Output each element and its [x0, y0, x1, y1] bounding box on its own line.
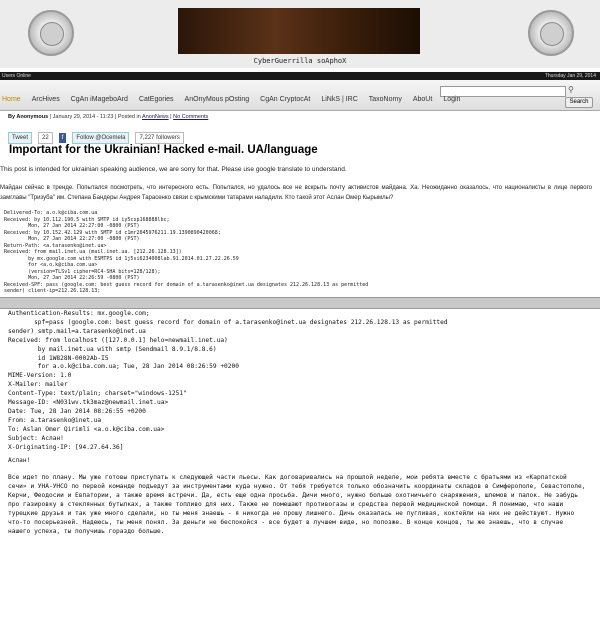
byline-date: | January 29, 2014 - 11:23 | Posted in: [49, 114, 141, 120]
nav-item-anonymous-posting[interactable]: AnOnyMous pOsting: [184, 96, 250, 103]
search-icon[interactable]: ⚲: [568, 85, 574, 94]
email-header-line: X-Mailer: mailer: [8, 381, 68, 389]
seal-right-icon: [528, 10, 574, 56]
banner-image: [178, 8, 420, 54]
follow-button[interactable]: Follow @Ocemela: [72, 132, 129, 144]
byline-comments-link[interactable]: No Comments: [173, 114, 209, 120]
follower-count: 7,227 followers: [135, 132, 183, 144]
email-header-line: id 1W828N-0002Ab-I5: [8, 354, 109, 362]
site-banner: [0, 0, 600, 68]
email-header-line: Received-SPF: pass (google.com: best guess record for domain of a.tarasenko@inet.ua designates 212.26.128.13 as permitted: [4, 281, 369, 288]
email-header-line: Delivered-To: a.o.k@ciba.com.ua: [4, 210, 98, 216]
nav-item-about[interactable]: AboUt: [412, 96, 433, 103]
email-header-line: for <a.o.k@ciba.com.ua>: [4, 262, 98, 268]
tweet-button[interactable]: Tweet: [8, 132, 32, 144]
email-header-line: spf=pass (google.com: best guess record for domain of a.tarasenko@inet.ua designates 212.26.128.13 as permitted: [8, 318, 448, 326]
nav-item-login[interactable]: Login: [443, 96, 461, 103]
email-header-line: Authentication-Results: mx.google.com;: [8, 310, 150, 317]
email-header-line: for a.o.k@ciba.com.ua; Tue, 28 Jan 2014 08:26:59 +0200: [8, 363, 239, 371]
seal-left-icon: [28, 10, 74, 56]
email-header-line: Date: Tue, 28 Jan 2014 08:26:55 +0200: [8, 407, 146, 415]
email-header-line: by mail.inet.ua with smtp (Sendmail 8.9.1/8.8.6): [8, 345, 217, 353]
search-button[interactable]: Search: [565, 97, 593, 108]
users-online: Users Online: [2, 73, 31, 79]
nav-item-archives[interactable]: ArcHives: [31, 96, 60, 103]
email-header-line: Mon, 27 Jan 2014 22:27:00 -0800 (PST): [4, 236, 140, 242]
nav-item-home[interactable]: Home: [2, 96, 21, 103]
email-header-line: by mx.google.com with ESMTPS id 1j5si6234008lab.91.2014.01.27.22.26.59: [4, 255, 239, 262]
email-body-paragraph: Все идет по плану. Мы уже готовы приступать к следующей части пьесы. Как договаривались на прошлой неделе, мои ребята вместе с братьями из «Карпатской сечи» и УНА-УНСО по первой команде подъедут за инструментами куда нужно. От тебя требуется только обозначить координаты складов в Симферополе, Севастополе, Керчи, Феодосии и Евпатории, а также время встречи. Да, есть еще одна просьба. Дичи много, нужно больше охотничьего снаряжения, шлемов и палок. Не забудь про газировку в стеклянных бутылках, а также топливо для них. Также не помешают противогазы и средства первой медицинской помощи. Я понимаю, что наши турецкие друзья и так уже много сделали, но ты меня знаешь - я никогда не прошу лишнего. Дичь оказалась не пугливая, коктейли на них не действуют. Нужно что-то посерьезней. Надеюсь, ты меня понял. За деньги не беспокойся - все будет в лучшем виде, но попозже. В конце концов, ты же знаешь, что в случае нашего успеха, ты получишь гораздо больше.: [8, 474, 586, 535]
screenshot-divider: [0, 297, 600, 309]
top-status-bar: [0, 72, 600, 80]
nav-item-imageboard[interactable]: CgAn iMageboArd: [70, 96, 128, 103]
facebook-like-icon[interactable]: f: [59, 133, 67, 143]
nav-item-cryptocat[interactable]: CgAn CryptocAt: [260, 96, 311, 103]
email-header-line: Mon, 27 Jan 2014 22:26:59 -0800 (PST): [4, 275, 140, 281]
email-header-line: (version=TLSv1 cipher=RC4-SHA bits=128/128);: [4, 268, 161, 275]
byline-category-link[interactable]: AnonNews: [142, 114, 169, 120]
email-header-line: Content-Type: text/plain; charset="windows-1251": [8, 390, 187, 398]
email-header-line: Received: by 10.152.42.129 with SMTP id c1mr2045976211.19.1390890420068;: [4, 229, 221, 236]
byline-author[interactable]: By Anonymous: [8, 114, 49, 120]
email-header-line: Message-ID: <N031wv.tk3maz@newmail.inet.ua>: [8, 399, 169, 407]
email-header-line: sender) smtp.mail=a.tarasenko@inet.ua: [8, 327, 146, 335]
email-header-line: MIME-Version: 1.0: [8, 372, 72, 380]
post-intro: This post is intended for ukrainian speaking audience, we are sorry for that. Please use google translate to understand.: [0, 166, 347, 173]
email-header-line: Received: from mail.inet.ua (mail.inet.ua. [212.26.128.13]): [4, 249, 182, 255]
email-body: [8, 456, 586, 544]
nav-item-taxonomy[interactable]: TaxoNomy: [368, 96, 402, 103]
byline-separator: |: [170, 114, 172, 120]
post-byline: [8, 112, 592, 122]
current-date: Thursday Jan 29, 2014: [544, 73, 596, 79]
share-bar: [8, 132, 592, 142]
email-header-line: Mon, 27 Jan 2014 22:27:00 -0800 (PST): [4, 223, 140, 229]
nav-item-categories[interactable]: CatEgories: [138, 96, 174, 103]
email-header-line: Received: by 10.112.190.5 with SMTP id iy5csp168888lbc;: [4, 216, 170, 223]
post-title: Important for the Ukrainian! Hacked e-mail. UA/language: [9, 144, 318, 156]
email-header-line: X-Originating-IP: [94.27.64.36]: [8, 443, 124, 451]
email-header-line: Received: from localhost ([127.0.0.1] helo=newmail.inet.ua): [8, 336, 228, 344]
nav-item-links-irc[interactable]: LiNkS | IRC: [321, 96, 358, 103]
tweet-count: 22: [38, 132, 53, 144]
nav-menu: [2, 96, 471, 103]
email-header-line: sender) client-ip=212.26.128.13;: [4, 288, 101, 294]
banner-caption: CyberGuerrilla soAphoX: [253, 57, 347, 65]
email-header-line: From: a.tarasenko@inet.ua: [8, 416, 102, 424]
email-headers-1: [4, 210, 368, 295]
email-header-line: Subject: Аслан!: [8, 434, 64, 442]
email-greeting: Аслан!: [8, 457, 31, 464]
email-headers-2: [8, 310, 448, 453]
email-header-line: To: Aslan Omer Qirimli <a.o.k@ciba.com.ua>: [8, 425, 165, 433]
post-paragraph-ru: Майдан сейчас в тренде. Попытался посмотреть, что интересного есть. Попытался, но удалось все не вскрыть почту активистов майдана. Ха. Неожиданно оказалось, что националисты в лице первого замглавы "Тризуба" им. Степана Бандеры Андрея Тарасенко связи с крымскими татарами наладили. Кто такой этот Аслан Омер Кырымлы?: [0, 185, 592, 201]
email-header-line: Return-Path: <a.tarasenko@inet.ua>: [4, 242, 107, 249]
